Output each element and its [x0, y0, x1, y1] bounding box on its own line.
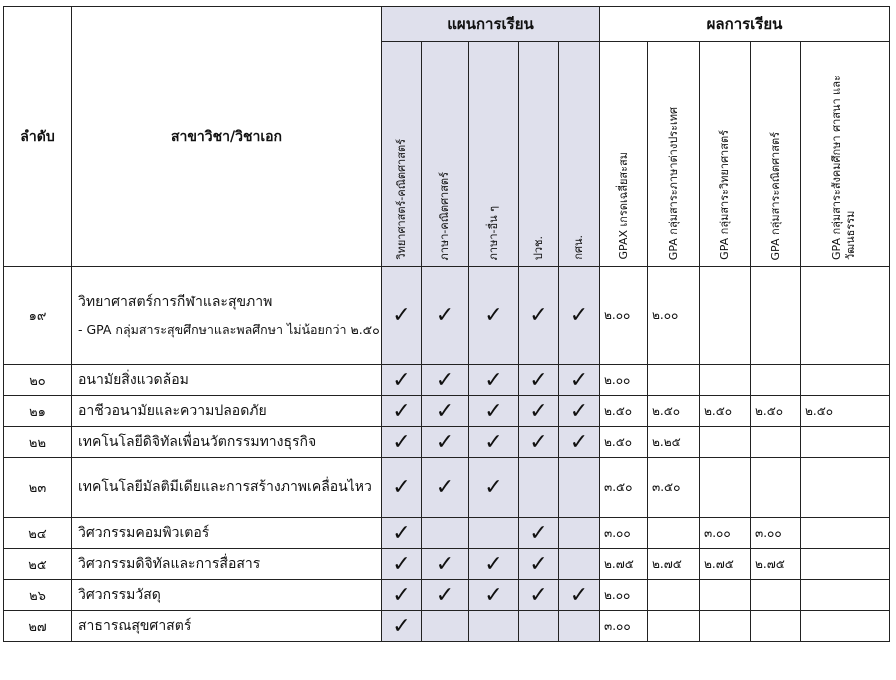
result-group-header: ผลการเรียน [600, 7, 890, 42]
gpa-cell [700, 458, 751, 518]
header-group-row [4, 7, 890, 42]
table-row [4, 396, 890, 427]
gpa-cell: ๒.๗๕ [751, 549, 801, 580]
plan-check-cell [382, 365, 422, 396]
check-icon: ✓ [529, 582, 548, 608]
gpa-cell [648, 611, 700, 642]
result-column-header [648, 42, 700, 267]
plan-check-cell [382, 427, 422, 458]
row-number: ๑๙ [4, 267, 72, 365]
plan-check-cell [422, 518, 469, 549]
result-column-label: GPAX เกรดเฉลี่ยสะสม [616, 152, 630, 260]
table-row [4, 580, 890, 611]
gpa-cell: ๒.๕๐ [648, 396, 700, 427]
gpa-cell: ๒.๐๐ [600, 580, 648, 611]
row-number: ๒๑ [4, 396, 72, 427]
major-cell [72, 580, 382, 611]
gpa-cell [648, 518, 700, 549]
gpa-cell [648, 365, 700, 396]
gpa-cell [751, 267, 801, 365]
major-cell [72, 611, 382, 642]
check-icon: ✓ [435, 551, 455, 577]
gpa-cell [801, 267, 890, 365]
gpa-cell [801, 611, 890, 642]
check-icon: ✓ [392, 613, 411, 639]
plan-check-cell [519, 611, 559, 642]
major-cell [72, 549, 382, 580]
plan-column-label: ปวช. [531, 235, 545, 260]
major-cell [72, 396, 382, 427]
plan-check-cell [422, 549, 469, 580]
major-name: เทคโนโลยีดิจิทัลเพื่อนวัตกรรมทางธุรกิจ [78, 433, 317, 450]
gpa-cell [801, 580, 890, 611]
plan-check-cell [559, 611, 600, 642]
row-number: ๒๗ [4, 611, 72, 642]
plan-check-cell [469, 518, 519, 549]
plan-check-cell [519, 396, 559, 427]
major-cell [72, 458, 382, 518]
check-icon: ✓ [392, 582, 411, 608]
major-name: อนามัยสิ่งแวดล้อม [78, 371, 189, 388]
plan-column-header [519, 42, 559, 267]
order-header: ลำดับ [4, 7, 72, 267]
check-icon: ✓ [484, 429, 503, 455]
major-cell [72, 518, 382, 549]
check-icon: ✓ [569, 367, 589, 393]
gpa-cell: ๒.๐๐ [600, 267, 648, 365]
plan-column-label: วิทยาศาสตร์-คณิตศาสตร์ [394, 139, 408, 260]
gpa-cell: ๒.๕๐ [801, 396, 890, 427]
check-icon: ✓ [529, 551, 548, 577]
table-row [4, 267, 890, 365]
major-name: สาธารณสุขศาสตร์ [78, 617, 192, 634]
row-number: ๒๒ [4, 427, 72, 458]
major-header: สาขาวิชา/วิชาเอก [72, 7, 382, 267]
check-icon: ✓ [484, 398, 503, 424]
admission-requirements-table [3, 6, 890, 642]
plan-check-cell [469, 611, 519, 642]
gpa-cell [801, 427, 890, 458]
plan-check-cell [422, 580, 469, 611]
gpa-cell: ๓.๐๐ [600, 611, 648, 642]
plan-check-cell [422, 611, 469, 642]
check-icon: ✓ [484, 475, 503, 500]
result-column-header [751, 42, 801, 267]
row-number: ๒๓ [4, 458, 72, 518]
plan-column-label: ภาษา-อื่น ๆ [486, 205, 500, 260]
gpa-cell [801, 365, 890, 396]
gpa-cell [801, 518, 890, 549]
plan-check-cell [422, 427, 469, 458]
gpa-cell [648, 580, 700, 611]
gpa-cell [751, 611, 801, 642]
table-row [4, 611, 890, 642]
table-row [4, 427, 890, 458]
plan-check-cell [519, 458, 559, 518]
major-name: วิศวกรรมคอมพิวเตอร์ [78, 524, 210, 541]
result-column-label: GPA กลุ่มสาระภาษาต่างประเทศ [666, 106, 680, 260]
major-note: - GPA กลุ่มสาระสุขศึกษาและพลศึกษา ไม่น้อยกว่า ๒.๕๐ [78, 321, 380, 337]
check-icon: ✓ [484, 303, 503, 328]
plan-check-cell [519, 267, 559, 365]
gpa-cell: ๒.๐๐ [648, 267, 700, 365]
table-row [4, 518, 890, 549]
gpa-cell [751, 365, 801, 396]
gpa-cell: ๒.๕๐ [600, 427, 648, 458]
result-column-header [700, 42, 751, 267]
major-name: วิทยาศาสตร์การกีฬาและสุขภาพ [78, 293, 273, 310]
check-icon: ✓ [529, 398, 548, 424]
check-icon: ✓ [392, 429, 411, 455]
gpa-cell: ๓.๕๐ [648, 458, 700, 518]
plan-check-cell [519, 365, 559, 396]
result-column-label: GPA กลุ่มสาระสังคมศึกษา ศาสนา และวัฒนธรรม [830, 75, 858, 260]
row-number: ๒๔ [4, 518, 72, 549]
check-icon: ✓ [529, 429, 548, 455]
gpa-cell: ๒.๒๕ [648, 427, 700, 458]
gpa-cell [700, 580, 751, 611]
plan-column-header [559, 42, 600, 267]
check-icon: ✓ [435, 475, 455, 500]
check-icon: ✓ [435, 303, 455, 328]
major-name: อาชีวอนามัยและความปลอดภัย [78, 402, 267, 419]
plan-check-cell [382, 458, 422, 518]
plan-check-cell [519, 427, 559, 458]
plan-check-cell [382, 580, 422, 611]
check-icon: ✓ [569, 398, 589, 424]
result-column-label: GPA กลุ่มสาระคณิตศาสตร์ [768, 131, 782, 260]
gpa-cell: ๒.๗๕ [600, 549, 648, 580]
plan-check-cell [469, 396, 519, 427]
plan-check-cell [559, 458, 600, 518]
gpa-cell: ๓.๐๐ [600, 518, 648, 549]
major-name: เทคโนโลยีมัลติมีเดียและการสร้างภาพเคลื่อนไหว [78, 479, 372, 495]
gpa-cell [801, 549, 890, 580]
row-number: ๒๕ [4, 549, 72, 580]
gpa-cell: ๒.๕๐ [700, 396, 751, 427]
result-column-header [801, 42, 890, 267]
gpa-cell: ๒.๗๕ [648, 549, 700, 580]
major-name: วิศวกรรมดิจิทัลและการสื่อสาร [78, 555, 261, 572]
plan-column-label: กศน. [572, 235, 585, 260]
check-icon: ✓ [435, 367, 455, 393]
plan-check-cell [519, 580, 559, 611]
check-icon: ✓ [569, 303, 589, 328]
plan-check-cell [382, 549, 422, 580]
plan-check-cell [382, 611, 422, 642]
row-number: ๒๐ [4, 365, 72, 396]
check-icon: ✓ [529, 303, 548, 328]
check-icon: ✓ [529, 520, 548, 546]
major-cell [72, 365, 382, 396]
check-icon: ✓ [435, 429, 455, 455]
plan-group-header: แผนการเรียน [382, 7, 600, 42]
plan-check-cell [559, 580, 600, 611]
table-body [4, 267, 890, 642]
gpa-cell: ๓.๕๐ [600, 458, 648, 518]
plan-column-header [382, 42, 422, 267]
plan-check-cell [559, 518, 600, 549]
plan-check-cell [422, 396, 469, 427]
check-icon: ✓ [392, 367, 411, 393]
check-icon: ✓ [569, 582, 589, 608]
plan-check-cell [559, 427, 600, 458]
gpa-cell [801, 458, 890, 518]
gpa-cell: ๓.๐๐ [700, 518, 751, 549]
plan-column-header [469, 42, 519, 267]
plan-check-cell [559, 549, 600, 580]
gpa-cell: ๒.๕๐ [600, 396, 648, 427]
plan-check-cell [469, 549, 519, 580]
check-icon: ✓ [529, 367, 548, 393]
major-cell [72, 427, 382, 458]
plan-check-cell [422, 458, 469, 518]
plan-check-cell [559, 267, 600, 365]
plan-check-cell [519, 518, 559, 549]
plan-check-cell [382, 267, 422, 365]
major-cell [72, 267, 382, 365]
plan-check-cell [382, 396, 422, 427]
plan-check-cell [382, 518, 422, 549]
plan-check-cell [469, 580, 519, 611]
gpa-cell [700, 365, 751, 396]
major-name: วิศวกรรมวัสดุ [78, 586, 161, 603]
row-number: ๒๖ [4, 580, 72, 611]
plan-check-cell [469, 427, 519, 458]
plan-check-cell [469, 267, 519, 365]
plan-check-cell [559, 365, 600, 396]
check-icon: ✓ [569, 429, 589, 455]
table-row [4, 365, 890, 396]
table-row [4, 458, 890, 518]
gpa-cell: ๓.๐๐ [751, 518, 801, 549]
gpa-cell [700, 267, 751, 365]
check-icon: ✓ [484, 367, 503, 393]
gpa-cell: ๒.๗๕ [700, 549, 751, 580]
plan-check-cell [469, 458, 519, 518]
plan-check-cell [422, 267, 469, 365]
check-icon: ✓ [435, 398, 455, 424]
check-icon: ✓ [392, 475, 411, 500]
check-icon: ✓ [435, 582, 455, 608]
gpa-cell: ๒.๕๐ [751, 396, 801, 427]
plan-check-cell [422, 365, 469, 396]
check-icon: ✓ [392, 520, 411, 546]
gpa-cell [751, 458, 801, 518]
check-icon: ✓ [484, 551, 503, 577]
plan-check-cell [469, 365, 519, 396]
plan-column-header [422, 42, 469, 267]
gpa-cell [700, 611, 751, 642]
gpa-cell: ๒.๐๐ [600, 365, 648, 396]
check-icon: ✓ [392, 398, 411, 424]
gpa-cell [751, 427, 801, 458]
plan-check-cell [559, 396, 600, 427]
check-icon: ✓ [392, 303, 411, 328]
plan-column-label: ภาษา-คณิตศาสตร์ [438, 171, 451, 260]
gpa-cell [751, 580, 801, 611]
plan-check-cell [519, 549, 559, 580]
check-icon: ✓ [392, 551, 411, 577]
check-icon: ✓ [484, 582, 503, 608]
result-column-label: GPA กลุ่มสาระวิทยาศาสตร์ [718, 130, 731, 260]
table-row [4, 549, 890, 580]
result-column-header [600, 42, 648, 267]
gpa-cell [700, 427, 751, 458]
